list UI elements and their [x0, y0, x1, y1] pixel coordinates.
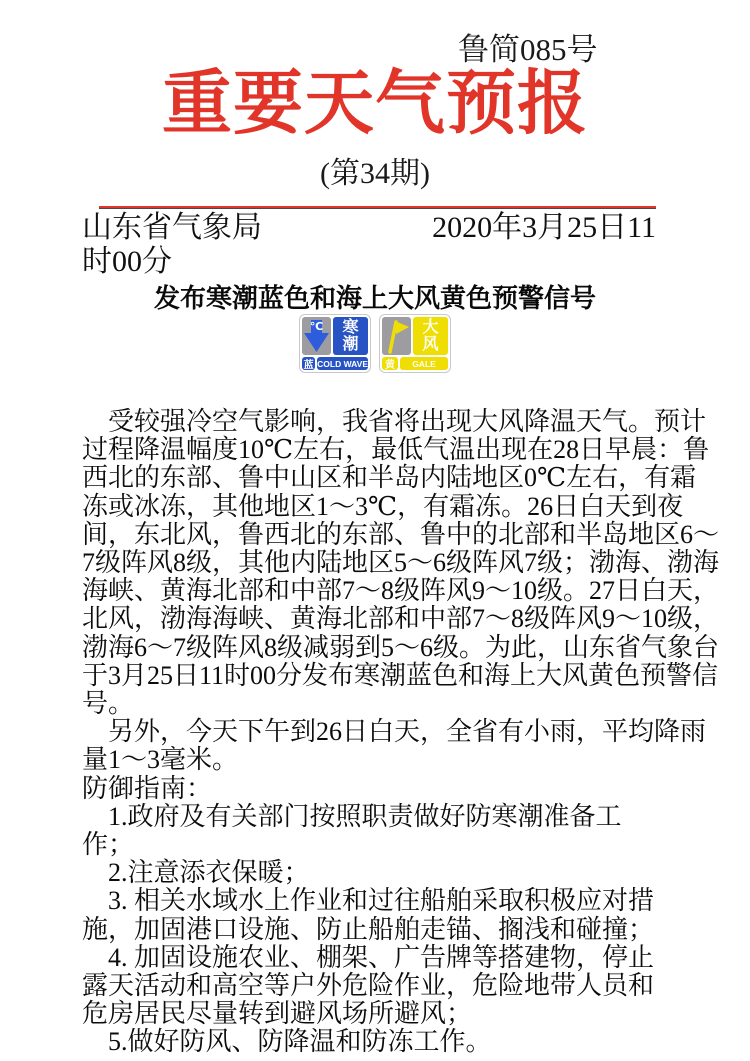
body-line: 露天活动和高空等户外危险作业，危险地带人员和 — [82, 971, 655, 1001]
warning-icons-row — [0, 314, 750, 373]
header-divider-rule — [99, 206, 656, 209]
issuer-name: 山东省气象局 — [82, 211, 262, 244]
cold-wave-icon-bottom-row — [302, 357, 368, 370]
cold-wave-name-cell — [333, 317, 368, 355]
body-line: 北风，渤海海峡、黄海北部和中部7～8级阵风9～10级， — [82, 604, 720, 634]
body-line: 4. 加固设施农业、棚架、广告牌等搭建物，停止 — [82, 942, 655, 972]
body-line: 海峡、黄海北部和中部7～8级阵风9～10级。27日白天， — [82, 576, 720, 606]
issuer-datetime-block — [82, 211, 656, 279]
cold-wave-blue-warning-icon — [299, 314, 371, 373]
gale-icon-top-row — [382, 317, 448, 355]
body-line: 2.注意添衣保暖； — [82, 858, 310, 888]
body-line: 冻或冰冻，其他地区1～3℃，有霜冻。26日白天到夜 — [82, 491, 684, 521]
body-line: 量1～3毫米。 — [82, 745, 239, 775]
cold-wave-name-zh: 寒潮 — [342, 319, 359, 353]
cold-wave-icon-top-row — [302, 317, 368, 355]
body-line: 危房居民尽量转到避风场所避风； — [82, 999, 473, 1029]
body-line: 3. 相关水域水上作业和过往船舶采取积极应对措 — [82, 886, 655, 916]
body-line: 间，东北风，鲁西北的东部、鲁中的北部和半岛地区6～ — [82, 519, 720, 549]
page-title: 重要天气预报 — [162, 66, 588, 143]
gale-name-zh: 大风 — [422, 319, 439, 353]
body-line: 5.做好防风、防降温和防冻工作。 — [82, 1027, 492, 1057]
body-line: 另外，今天下午到26日白天，全省有小雨，平均降雨 — [82, 717, 707, 747]
body-line: 渤海6～7级阵风8级减弱到5～6级。为此，山东省气象台 — [82, 632, 720, 662]
body-text — [82, 408, 719, 1057]
body-line: 作； — [82, 830, 135, 860]
warning-headline: 发布寒潮蓝色和海上大风黄色预警信号 — [153, 283, 596, 313]
body-line: 1.政府及有关部门按照职责做好防寒潮准备工 — [82, 801, 622, 831]
doc-number: 鲁简085号 — [458, 32, 598, 67]
issuer-datetime-row — [82, 211, 656, 245]
issue-datetime-part2: 时00分 — [82, 245, 172, 278]
gale-flag-icon — [382, 317, 411, 355]
svg-text:℃: ℃ — [309, 321, 324, 333]
body-line: 号。 — [82, 689, 135, 719]
cold-wave-arrow-icon — [302, 317, 331, 355]
cold-wave-level-badge: 蓝 — [302, 357, 315, 370]
gale-level-badge: 黄 — [382, 357, 398, 370]
gale-icon-bottom-row — [382, 357, 448, 370]
issue-number: (第34期) — [320, 157, 430, 190]
issue-datetime-part1: 2020年3月25日11 — [432, 211, 656, 244]
body-line: 过程降温幅度10℃左右，最低气温出现在28日早晨：鲁 — [82, 435, 710, 465]
body-line: 施，加固港口设施、防止船舶走锚、搁浅和碰撞； — [82, 914, 655, 944]
gale-name-cell — [413, 317, 448, 355]
gale-yellow-warning-icon — [379, 314, 451, 373]
body-line: 受较强冷空气影响，我省将出现大风降温天气。预计 — [82, 407, 707, 436]
cold-wave-name-en: COLD WAVE — [317, 358, 368, 369]
body-line: 于3月25日11时00分发布寒潮蓝色和海上大风黄色预警信 — [82, 660, 719, 690]
body-line: 西北的东部、鲁中山区和半岛内陆地区0℃左右，有霜 — [82, 463, 697, 493]
gale-name-en: GALE — [400, 357, 448, 370]
body-line: 7级阵风8级，其他内陆地区5～6级阵风7级；渤海、渤海 — [82, 548, 720, 578]
body-line: 防御指南： — [82, 773, 213, 803]
